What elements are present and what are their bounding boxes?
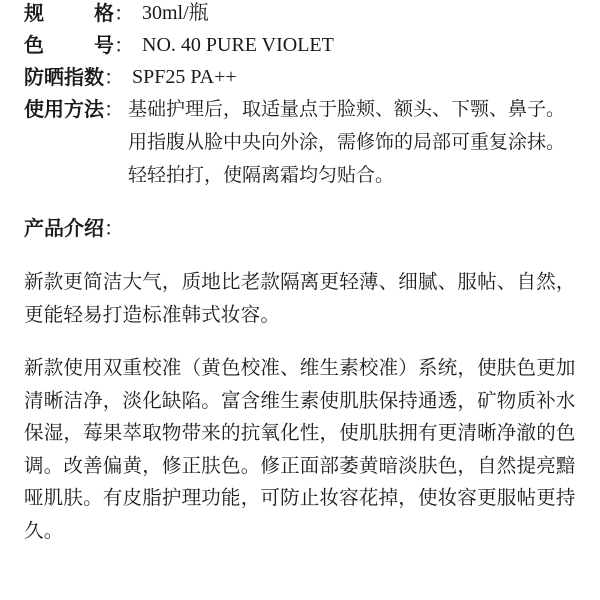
spec-spf-label: 防晒指数 <box>24 65 104 89</box>
spec-spf-colon: ： <box>104 65 124 89</box>
spec-shade-colon: ： <box>114 33 134 57</box>
spec-spf-row <box>24 61 580 93</box>
intro-title: 产品介绍： <box>24 216 124 240</box>
spec-size-colon: ： <box>114 1 134 25</box>
spec-usage-row <box>24 93 580 192</box>
spec-usage-colon: ： <box>104 97 124 121</box>
spec-usage-label: 使用方法 <box>24 97 104 121</box>
product-detail-page <box>24 0 580 547</box>
spec-size-label: 规 格 <box>24 1 114 25</box>
spec-spf-value: SPF25 PA++ <box>132 66 237 88</box>
intro-paragraph: 新款使用双重校准（黄色校准、维生素校准）系统，使肤色更加清晰洁净，淡化缺陷。富含维生素使肌肤保持通透，矿物质补水保湿，莓果萃取物带来的抗氧化性，使肌肤拥有更清晰净澈的色调。改善偏黄，修正肤色。修正面部萎黄暗淡肤色，自然提亮黯哑肌肤。有皮脂护理功能，可防止妆容花掉，使妆容更服帖更持久。 <box>24 356 576 542</box>
spec-shade-row <box>24 29 580 61</box>
spec-size-value: 30ml/瓶 <box>142 2 209 24</box>
spec-usage-value: 基础护理后，取适量点于脸颊、额头、下颚、鼻子。用指腹从脸中央向外涂，需修饰的局部可重复涂抹。轻轻拍打，使隔离霜均匀贴合。 <box>128 98 566 186</box>
spec-shade-label: 色 号 <box>24 33 114 57</box>
intro-paragraph: 新款更简洁大气，质地比老款隔离更轻薄、细腻、服帖、自然，更能轻易打造标准韩式妆容。 <box>24 270 576 326</box>
spec-size-row <box>24 0 580 29</box>
spec-shade-value: NO. 40 PURE VIOLET <box>142 34 334 56</box>
